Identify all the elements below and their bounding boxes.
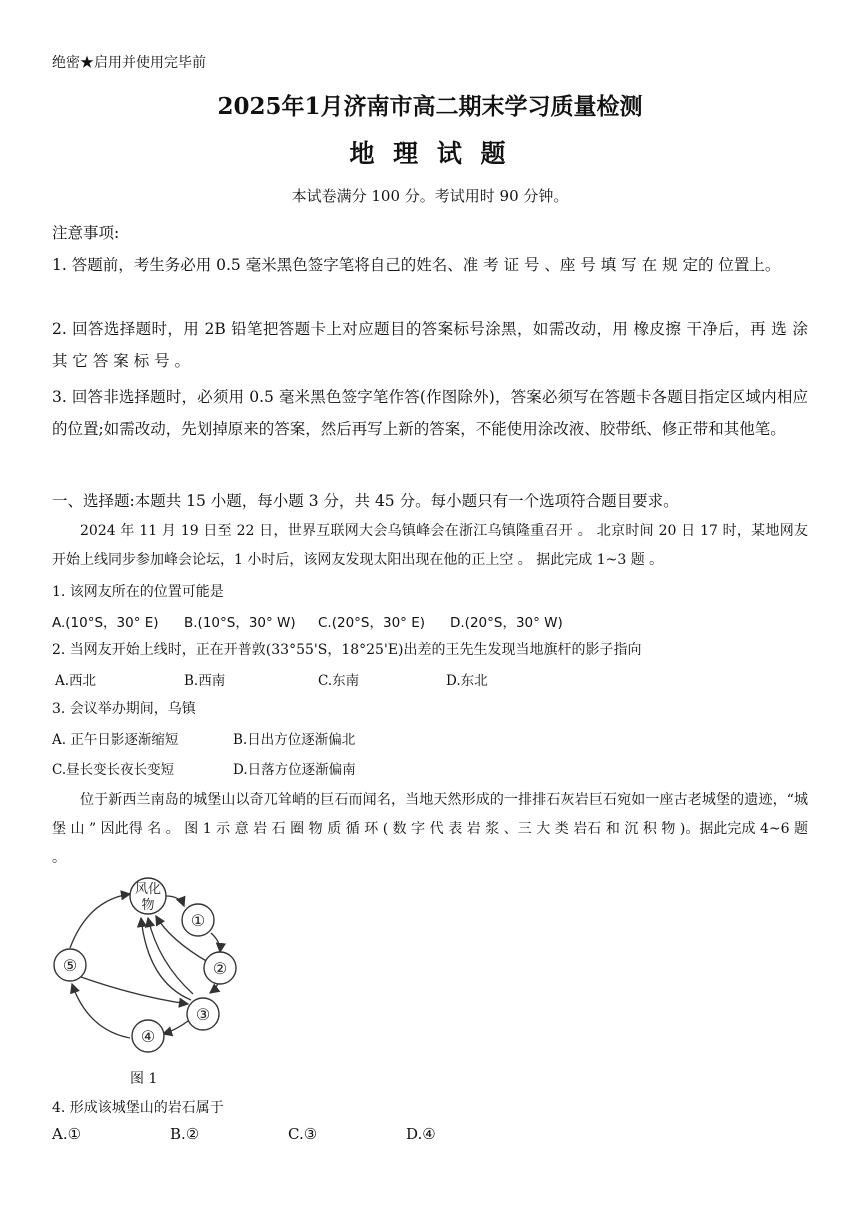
- q1-option-a: A.(10°S，30° E): [52, 615, 159, 631]
- q2-option-c: C.东南: [318, 673, 360, 689]
- q4-option-a: A.①: [52, 1125, 82, 1143]
- note-item-2: 2. 回答选择题时，用 2B 铅笔把答题卡上对应题目的答案标号涂黑，如需改动，用 橡皮擦 干净后，再 选 涂 其 它 答 案 标 号 。: [52, 320, 808, 370]
- q2-stem: 2. 当网友开始上线时，正在开普敦(33°55'S，18°25'E)出差的王先生发现当地旗杆的影子指向: [52, 642, 642, 658]
- figure-caption: 图 1: [130, 1071, 158, 1087]
- subject-title: 地 理 试 题: [349, 139, 511, 168]
- arrow-1-to-2: [211, 933, 220, 952]
- passage-1: 2024 年 11 月 19 日至 22 日，世界互联网大会乌镇峰会在浙江乌镇隆重召开 。 北京时间 20 日 17 时，某地网友开始上线同步参加峰会论坛，1 小时后，该网友发现太阳出现在他的正上空 。 据此完成 1~3 题 。: [52, 523, 808, 568]
- score-time-line: 本试卷满分 100 分。考试用时 90 分钟。: [291, 187, 569, 205]
- q3-option-b: B.日出方位逐渐偏北: [233, 732, 356, 748]
- note-item-3: 3. 回答非选择题时，必须用 0.5 毫米黑色签字笔作答(作图除外)，答案必须写在答题卡各题目指定区域内相应的位置;如需改动，先划掉原来的答案，然后再写上新的答案，不能使用涂改液、胶带纸、修正带和其他笔。: [52, 388, 808, 438]
- q4-option-d: D.④: [406, 1125, 436, 1143]
- q1-option-b: B.(10°S，30° W): [184, 615, 296, 631]
- q4-option-b: B.②: [170, 1125, 200, 1143]
- q4-option-c: C.③: [288, 1125, 318, 1143]
- q1-stem: 1. 该网友所在的位置可能是: [52, 584, 224, 600]
- q2-option-b: B.西南: [184, 673, 226, 689]
- q2-option-d: D.东北: [446, 673, 488, 689]
- notes-heading: 注意事项:: [52, 224, 120, 242]
- arrow-3-to-4: [163, 1021, 188, 1034]
- q3-option-c: C.昼长变长夜长变短: [52, 762, 175, 778]
- node-5-label: ⑤: [62, 956, 78, 975]
- arrow-weathering-to-1: [166, 896, 184, 906]
- arrow-2-to-3: [210, 984, 218, 993]
- arrow-5-to-3: [81, 977, 188, 1004]
- arrow-4-to-5: [72, 984, 130, 1038]
- section-heading: 一、选择题:本题共 15 小题，每小题 3 分，共 45 分。每小题只有一个选项符合题目要求。: [52, 492, 679, 510]
- node-4-label: ④: [140, 1027, 156, 1046]
- q3-option-a: A. 正午日影逐渐缩短: [52, 732, 179, 748]
- node-1-label: ①: [190, 911, 206, 930]
- q1-option-c: C.(20°S，30° E): [318, 615, 425, 631]
- arrow-5-to-weathering: [70, 894, 130, 948]
- confidential-label: 绝密★启用并使用完毕前: [52, 55, 206, 71]
- passage-2: 位于新西兰南岛的城堡山以奇兀耸峭的巨石而闻名，当地天然形成的一排排石灰岩巨石宛如一座古老城堡的遗迹，“城 堡 山 ” 因此得 名 。 图 1 示 意 岩 石 圈 物 质 循 环 ( 数 字 代 表 岩 浆 、三 大 类 岩石 和 沉 积 物 )。据此完成 4~6 题 。: [52, 792, 808, 866]
- node-weathering-label-1: 风化: [134, 882, 162, 897]
- node-weathering-label-2: 物: [141, 898, 155, 913]
- q1-option-d: D.(20°S，30° W): [450, 615, 563, 631]
- q3-option-d: D.日落方位逐渐偏南: [233, 762, 356, 778]
- node-2-label: ②: [212, 959, 228, 978]
- q2-option-a: A.西北: [55, 673, 97, 689]
- q4-stem: 4. 形成该城堡山的岩石属于: [52, 1100, 224, 1116]
- node-3-label: ③: [195, 1005, 211, 1024]
- note-item-1: 1. 答题前，考生务必用 0.5 毫米黑色签字笔将自己的姓名、准 考 证 号 、座 号 填 写 在 规 定的 位置上。: [52, 256, 781, 274]
- q3-stem: 3. 会议举办期间，乌镇: [52, 701, 196, 717]
- rock-cycle-diagram: [48, 872, 248, 1062]
- exam-title: 2025年1月济南市高二期末学习质量检测: [217, 93, 643, 120]
